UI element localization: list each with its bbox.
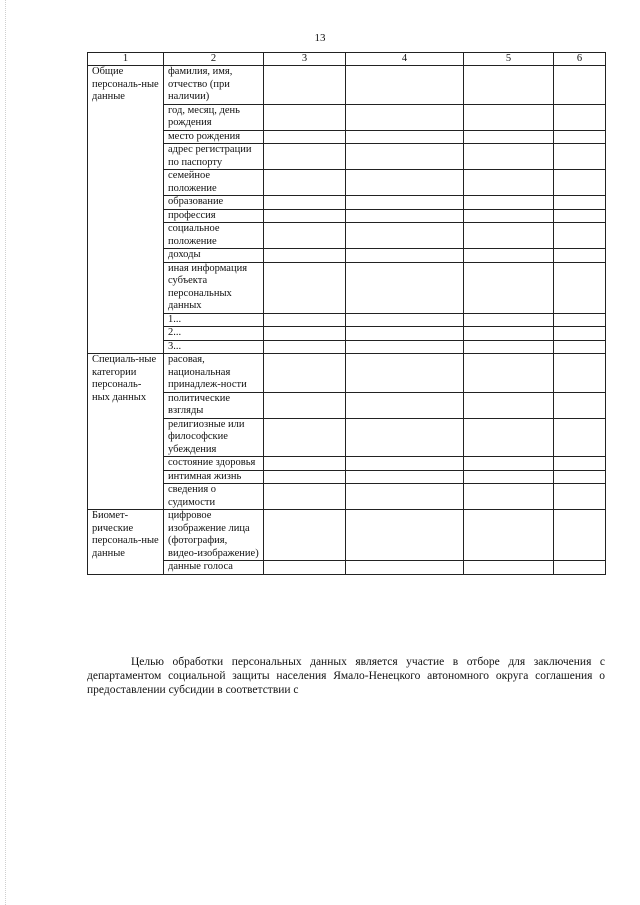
data-item-cell: иная информация субъекта персональных данных bbox=[164, 262, 264, 313]
table-row bbox=[88, 327, 606, 341]
table-row bbox=[88, 249, 606, 263]
data-item-cell: религиозные или философские убеждения bbox=[164, 418, 264, 457]
data-item-cell: фамилия, имя, отчество (при наличии) bbox=[164, 66, 264, 105]
data-item-cell: семейное положение bbox=[164, 170, 264, 196]
sub-item-cell: 2... bbox=[164, 327, 264, 341]
table-row bbox=[88, 470, 606, 484]
data-item-cell: состояние здоровья bbox=[164, 457, 264, 471]
table-row bbox=[88, 418, 606, 457]
data-item-cell: адрес регистрации по паспорту bbox=[164, 144, 264, 170]
table-row bbox=[88, 209, 606, 223]
table-row bbox=[88, 561, 606, 575]
sub-item-cell: 3... bbox=[164, 340, 264, 354]
column-header: 2 bbox=[164, 53, 264, 66]
table-row bbox=[88, 392, 606, 418]
table-row bbox=[88, 510, 606, 561]
table-row bbox=[88, 313, 606, 327]
column-header: 5 bbox=[464, 53, 554, 66]
column-header: 3 bbox=[264, 53, 346, 66]
data-item-cell: расовая, национальная принадлеж-ности bbox=[164, 354, 264, 393]
data-item-cell: сведения о судимости bbox=[164, 484, 264, 510]
table-row bbox=[88, 354, 606, 393]
table-row bbox=[88, 196, 606, 210]
data-item-cell: образование bbox=[164, 196, 264, 210]
data-item-cell: профессия bbox=[164, 209, 264, 223]
table-row bbox=[88, 262, 606, 313]
table-row bbox=[88, 223, 606, 249]
data-item-cell: интимная жизнь bbox=[164, 470, 264, 484]
data-item-cell: доходы bbox=[164, 249, 264, 263]
data-item-cell: место рождения bbox=[164, 130, 264, 144]
personal-data-table bbox=[87, 52, 606, 575]
body-paragraph: Целью обработки персональных данных является участие в отборе для заключения с департаментом социальной защиты населения Ямало-Ненецкого автономного округа соглашения о предоставлении субсидии в соответствии с bbox=[87, 656, 605, 696]
table-row bbox=[88, 66, 606, 105]
table-row bbox=[88, 104, 606, 130]
table-row bbox=[88, 130, 606, 144]
data-item-cell: политические взгляды bbox=[164, 392, 264, 418]
data-item-cell: данные голоса bbox=[164, 561, 264, 575]
table-row bbox=[88, 170, 606, 196]
data-item-cell: социальное положение bbox=[164, 223, 264, 249]
page-number: 13 bbox=[314, 32, 326, 44]
table-row bbox=[88, 457, 606, 471]
data-item-cell: год, месяц, день рождения bbox=[164, 104, 264, 130]
table-header-row bbox=[88, 53, 606, 66]
scan-edge-marks bbox=[5, 0, 8, 905]
category-cell: Биомет-рические персональ-ные данные bbox=[88, 510, 164, 575]
data-item-cell: цифровое изображение лица (фотография, видео-изображение) bbox=[164, 510, 264, 561]
category-cell: Общие персональ-ные данные bbox=[88, 66, 164, 354]
column-header: 6 bbox=[554, 53, 606, 66]
sub-item-cell: 1... bbox=[164, 313, 264, 327]
table-row bbox=[88, 340, 606, 354]
category-cell: Специаль-ные категории персональ-ных данных bbox=[88, 354, 164, 510]
table-row bbox=[88, 484, 606, 510]
table-row bbox=[88, 144, 606, 170]
column-header: 4 bbox=[346, 53, 464, 66]
column-header: 1 bbox=[88, 53, 164, 66]
